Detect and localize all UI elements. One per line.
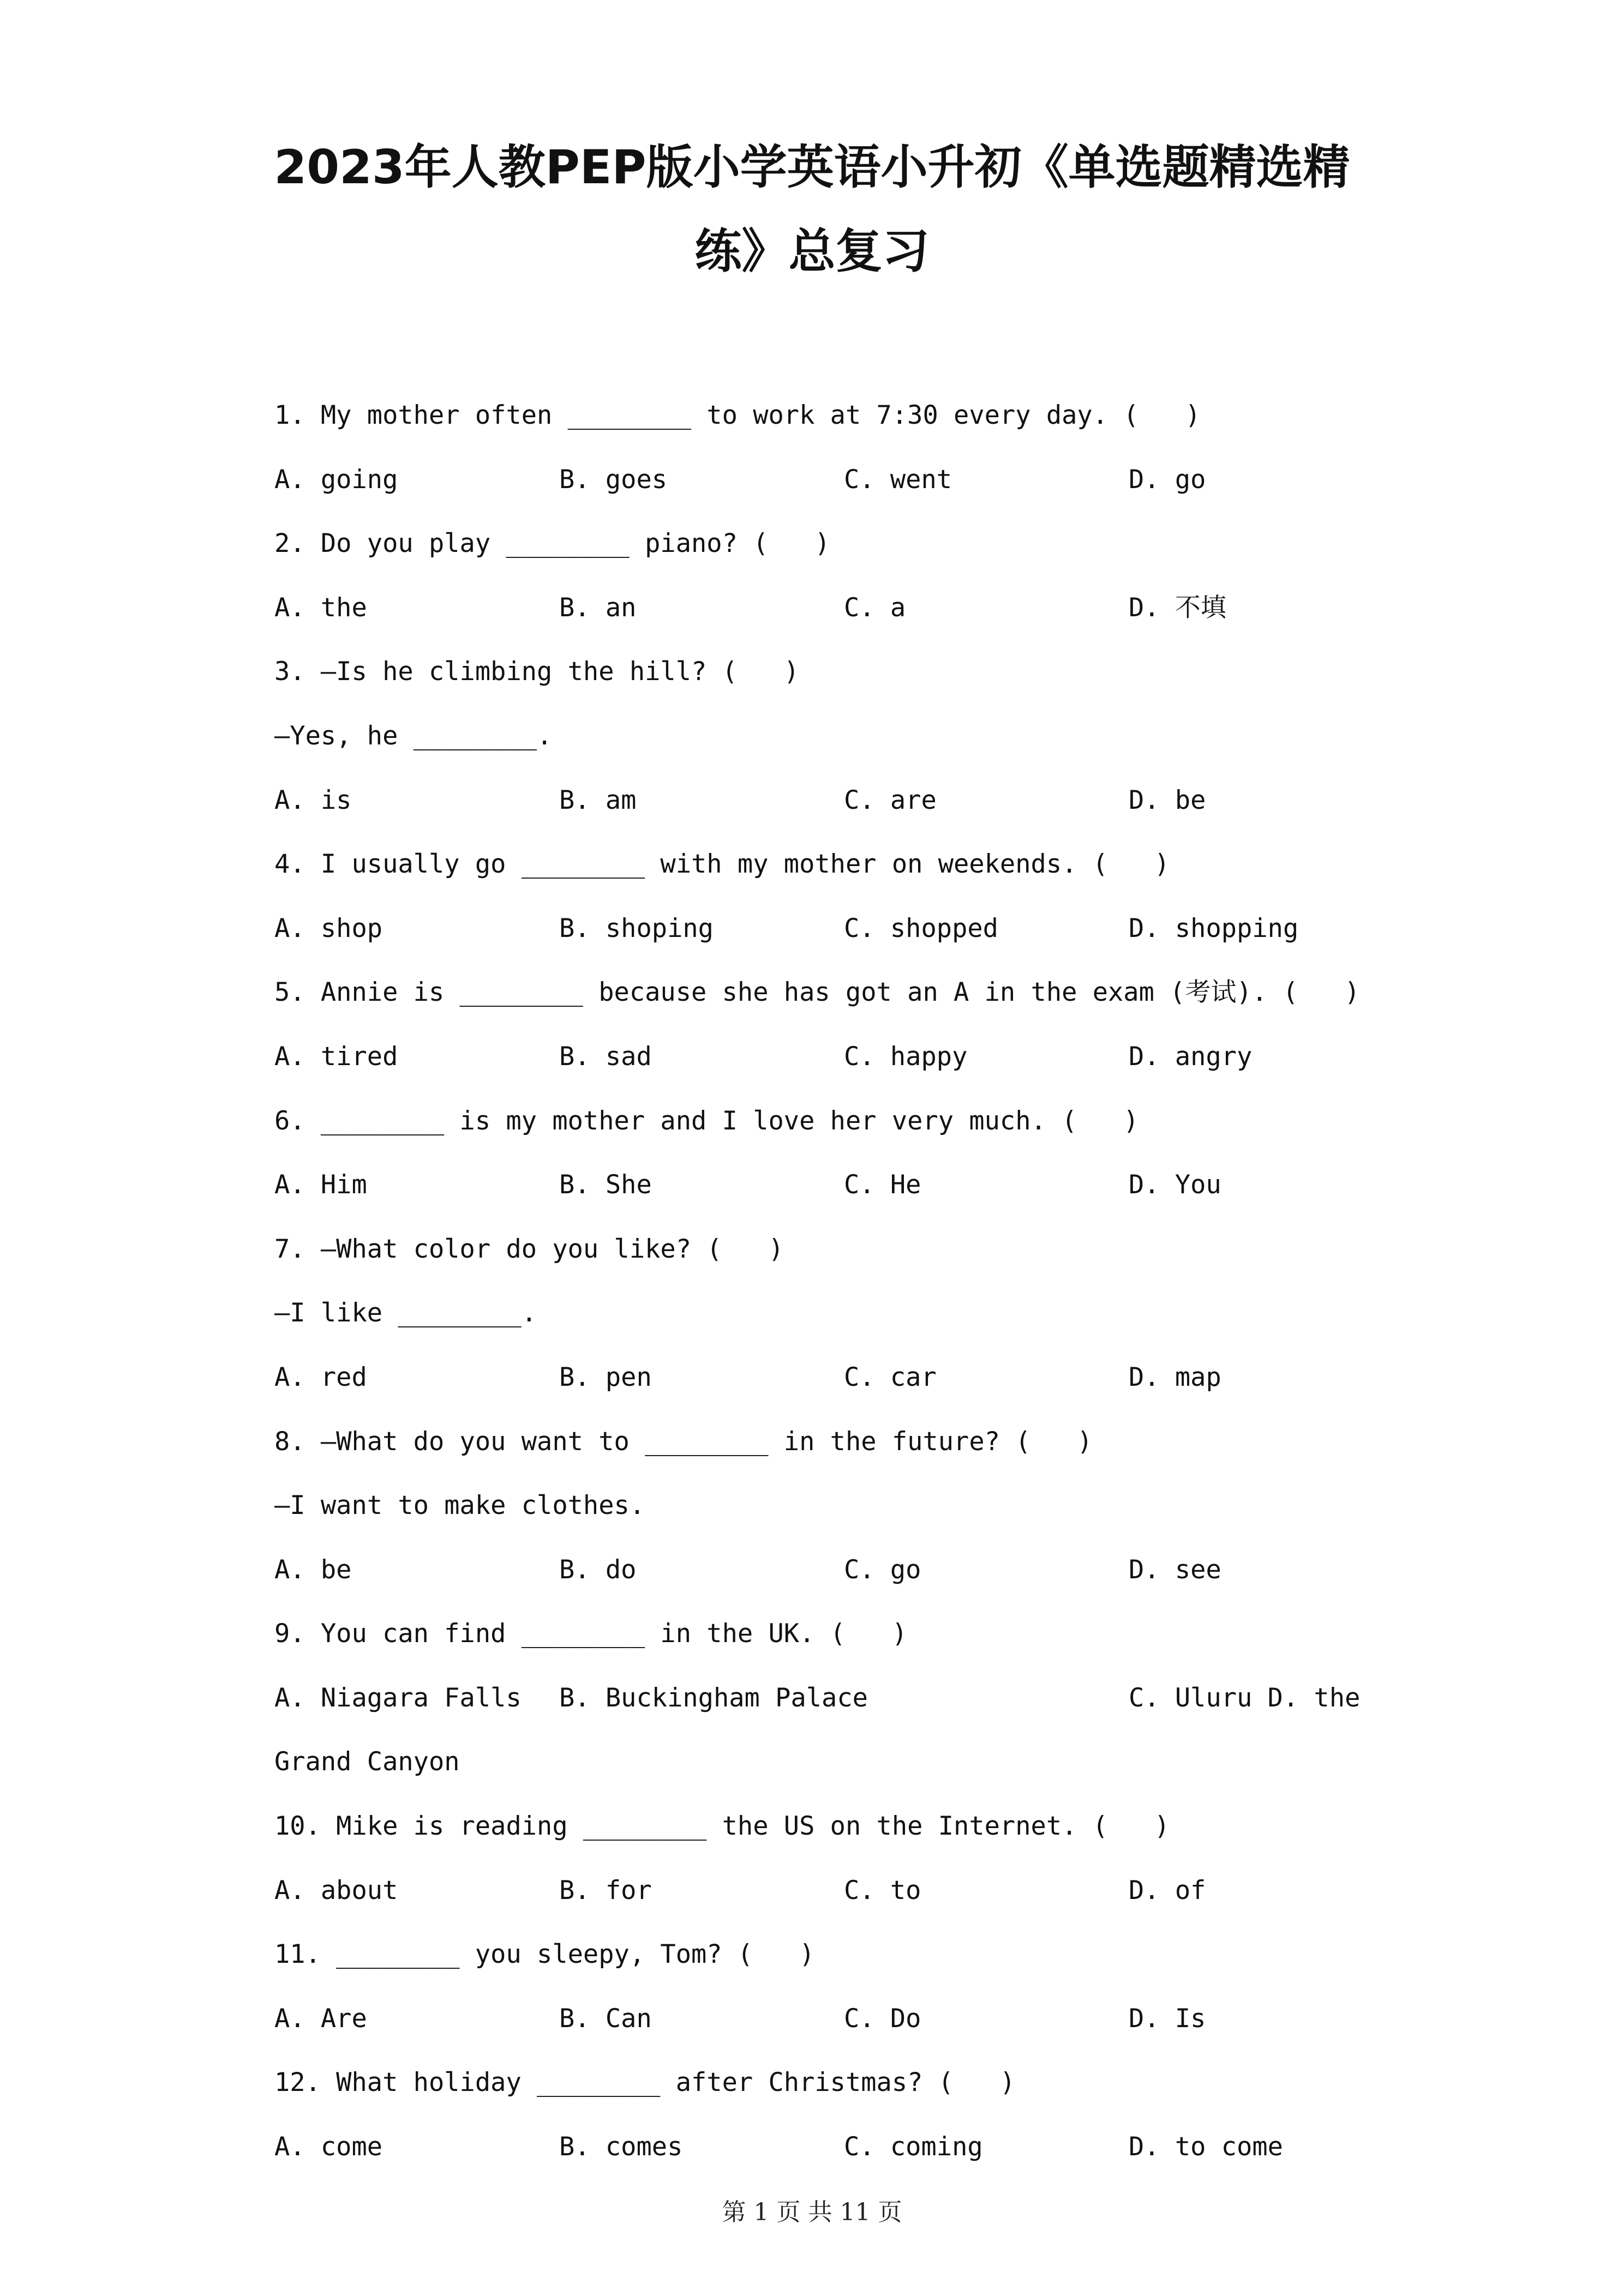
question-stem: 8. —What do you want to ________ in the future? ( ) [274,1426,1093,1457]
page-footer: 第 1 页 共 11 页 [722,2198,902,2226]
options-row [274,1025,1393,1089]
option-continuation: Grand Canyon [274,1747,460,1777]
option-c: C. coming [844,2132,983,2162]
option-d: D. go [1129,464,1206,495]
option-d: D. map [1129,1362,1221,1392]
option-c: C. happy [844,1041,968,1072]
option-d: D. of [1129,1875,1206,1906]
option-d: D. Is [1129,2003,1206,2034]
option-d: D. You [1129,1170,1221,1200]
option-c: C. Uluru D. the [1129,1682,1361,1713]
option-b: B. comes [559,2132,683,2162]
options-row [274,2115,1393,2179]
option-a: A. about [274,1875,398,1906]
option-a: A. come [274,2132,383,2162]
options-row [274,1987,1393,2051]
option-a: A. Niagara Falls [274,1682,522,1713]
option-b: B. goes [559,464,668,495]
option-b: B. She [559,1170,652,1200]
question-stem: 4. I usually go ________ with my mother on weekends. ( ) [274,849,1170,880]
option-d: D. shopping [1129,913,1299,943]
options-row [274,768,1393,833]
question-dialogue-line: —I like ________. [274,1298,537,1329]
option-b: B. do [559,1554,637,1585]
option-c: C. are [844,785,937,815]
option-c: C. a [844,592,906,623]
question-dialogue-line: —Yes, he ________. [274,720,553,751]
option-b: B. sad [559,1041,652,1072]
options-row [274,1666,1393,1730]
question-stem: 10. Mike is reading ________ the US on the Internet. ( ) [274,1811,1170,1842]
options-row [274,1153,1393,1217]
question-stem: 1. My mother often ________ to work at 7:30 every day. ( ) [274,400,1201,430]
option-c: C. shopped [844,913,998,943]
option-b: B. Buckingham Palace [559,1682,868,1713]
option-a: A. be [274,1554,352,1585]
option-c: C. to [844,1875,921,1906]
options-row [274,1859,1393,1923]
option-a: A. shop [274,913,383,943]
question-dialogue-line: —I want to make clothes. [274,1490,645,1521]
document-title [218,125,1406,293]
option-b: B. for [559,1875,652,1906]
option-d: D. be [1129,785,1206,815]
option-d: D. to come [1129,2132,1283,2162]
option-b: B. shoping [559,913,714,943]
question-stem: 7. —What color do you like? ( ) [274,1234,784,1264]
question-stem: 2. Do you play ________ piano? ( ) [274,528,830,559]
option-a: A. Are [274,2003,367,2034]
question-stem: 11. ________ you sleepy, Tom? ( ) [274,1939,815,1970]
option-b: B. am [559,785,637,815]
option-d: D. see [1129,1554,1221,1585]
question-stem: 9. You can find ________ in the UK. ( ) [274,1619,908,1649]
option-a: A. the [274,592,367,623]
option-d: D. 不填 [1129,592,1226,623]
question-stem: 5. Annie is ________ because she has got an A in the exam (考试). ( ) [274,977,1360,1008]
option-c: C. car [844,1362,937,1392]
option-b: B. an [559,592,637,623]
option-c: C. go [844,1554,921,1585]
option-a: A. is [274,785,352,815]
question-stem: 6. ________ is my mother and I love her very much. ( ) [274,1105,1139,1136]
option-d: D. angry [1129,1041,1253,1072]
option-b: B. pen [559,1362,652,1392]
option-c: C. He [844,1170,921,1200]
option-a: A. going [274,464,398,495]
option-c: C. went [844,464,952,495]
title-line-2: 练》总复习 [694,224,930,279]
option-b: B. Can [559,2003,652,2034]
options-row [274,1538,1393,1602]
option-a: A. red [274,1362,367,1392]
title-line-1: 2023年人教PEP版小学英语小升初《单选题精选精 [274,140,1350,195]
options-row [274,448,1393,512]
option-a: A. Him [274,1170,367,1200]
options-row [274,576,1393,640]
question-stem: 3. —Is he climbing the hill? ( ) [274,657,800,687]
question-stem: 12. What holiday ________ after Christmas? ( ) [274,2067,1016,2098]
option-a: A. tired [274,1041,398,1072]
options-row [274,1345,1393,1410]
options-row [274,897,1393,961]
option-c: C. Do [844,2003,921,2034]
question-list [274,383,1393,2179]
